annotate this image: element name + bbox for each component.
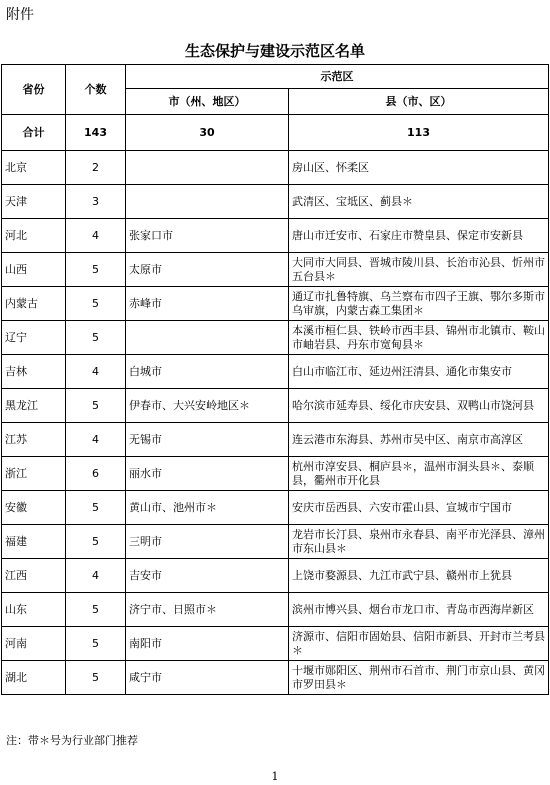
table-row: [2, 457, 549, 491]
count-cell: 5: [66, 491, 126, 525]
city-cell: 三明市: [126, 525, 289, 559]
province-cell: 天津: [2, 185, 66, 219]
city-cell: 张家口市: [126, 219, 289, 253]
province-cell: 江西: [2, 559, 66, 593]
table-row: [2, 185, 549, 219]
table-row: [2, 627, 549, 661]
count-cell: 2: [66, 151, 126, 185]
city-cell: 赤峰市: [126, 287, 289, 321]
page-number: 1: [271, 770, 279, 783]
province-cell: 内蒙古: [2, 287, 66, 321]
count-cell: 5: [66, 321, 126, 355]
count-cell: 4: [66, 559, 126, 593]
header-province: 省份: [2, 65, 66, 115]
count-cell: 5: [66, 627, 126, 661]
city-cell: 太原市: [126, 253, 289, 287]
county-cell: 白山市临江市、延边州汪清县、通化市集安市: [289, 355, 549, 389]
province-cell: 山东: [2, 593, 66, 627]
total-counties: 113: [289, 115, 549, 151]
county-cell: 哈尔滨市延寿县、绥化市庆安县、双鸭山市饶河县: [289, 389, 549, 423]
count-cell: 5: [66, 593, 126, 627]
province-cell: 湖北: [2, 661, 66, 695]
city-cell: [126, 185, 289, 219]
city-cell: [126, 151, 289, 185]
header-demo-area: 示范区: [126, 65, 549, 89]
county-cell: 武清区、宝坻区、蓟县＊: [289, 185, 549, 219]
county-cell: 杭州市淳安县、桐庐县＊，温州市洞头县＊、泰顺县，衢州市开化县: [289, 457, 549, 491]
county-cell: 本溪市桓仁县、铁岭市西丰县、锦州市北镇市、鞍山市岫岩县、丹东市宽甸县＊: [289, 321, 549, 355]
province-cell: 安徽: [2, 491, 66, 525]
count-cell: 5: [66, 287, 126, 321]
city-cell: 丽水市: [126, 457, 289, 491]
table-row: [2, 525, 549, 559]
city-cell: 黄山市、池州市＊: [126, 491, 289, 525]
province-cell: 山西: [2, 253, 66, 287]
city-cell: 吉安市: [126, 559, 289, 593]
table-row: [2, 389, 549, 423]
county-cell: 唐山市迁安市、石家庄市赞皇县、保定市安新县: [289, 219, 549, 253]
county-cell: 连云港市东海县、苏州市吴中区、南京市高淳区: [289, 423, 549, 457]
city-cell: 咸宁市: [126, 661, 289, 695]
city-cell: 济宁市、日照市＊: [126, 593, 289, 627]
province-cell: 河北: [2, 219, 66, 253]
table-row: [2, 287, 549, 321]
province-cell: 辽宁: [2, 321, 66, 355]
table-row: [2, 423, 549, 457]
table-row: [2, 559, 549, 593]
county-cell: 安庆市岳西县、六安市霍山县、宣城市宁国市: [289, 491, 549, 525]
attachment-label: 附件: [6, 7, 34, 23]
province-cell: 浙江: [2, 457, 66, 491]
total-cities: 30: [126, 115, 289, 151]
province-cell: 吉林: [2, 355, 66, 389]
table-row: [2, 661, 549, 695]
city-cell: 伊春市、大兴安岭地区＊: [126, 389, 289, 423]
county-cell: 济源市、信阳市固始县、信阳市新县、开封市兰考县＊: [289, 627, 549, 661]
count-cell: 4: [66, 355, 126, 389]
total-count: 143: [66, 115, 126, 151]
header-city: 市（州、地区）: [126, 89, 289, 115]
province-cell: 黑龙江: [2, 389, 66, 423]
document-title: 生态保护与建设示范区名单: [184, 42, 365, 60]
city-cell: 白城市: [126, 355, 289, 389]
total-row: [2, 115, 549, 151]
province-cell: 河南: [2, 627, 66, 661]
demo-area-table: [1, 64, 549, 695]
county-cell: 龙岩市长汀县、泉州市永春县、南平市光泽县、漳州市东山县＊: [289, 525, 549, 559]
total-label: 合计: [2, 115, 66, 151]
count-cell: 6: [66, 457, 126, 491]
table-row: [2, 253, 549, 287]
county-cell: 通辽市扎鲁特旗、乌兰察布市四子王旗、鄂尔多斯市乌审旗，内蒙古森工集团＊: [289, 287, 549, 321]
county-cell: 滨州市博兴县、烟台市龙口市、青岛市西海岸新区: [289, 593, 549, 627]
count-cell: 4: [66, 219, 126, 253]
table-row: [2, 219, 549, 253]
county-cell: 房山区、怀柔区: [289, 151, 549, 185]
table-row: [2, 355, 549, 389]
table-row: [2, 151, 549, 185]
city-cell: [126, 321, 289, 355]
province-cell: 北京: [2, 151, 66, 185]
footnote: 注：带＊号为行业部门推荐: [6, 734, 138, 747]
count-cell: 5: [66, 525, 126, 559]
province-cell: 福建: [2, 525, 66, 559]
county-cell: 大同市大同县、晋城市陵川县、长治市沁县、忻州市五台县＊: [289, 253, 549, 287]
count-cell: 3: [66, 185, 126, 219]
header-count: 个数: [66, 65, 126, 115]
county-cell: 上饶市婺源县、九江市武宁县、赣州市上犹县: [289, 559, 549, 593]
table-row: [2, 321, 549, 355]
count-cell: 5: [66, 661, 126, 695]
table-row: [2, 593, 549, 627]
count-cell: 5: [66, 389, 126, 423]
table-row: [2, 491, 549, 525]
count-cell: 5: [66, 253, 126, 287]
province-cell: 江苏: [2, 423, 66, 457]
count-cell: 4: [66, 423, 126, 457]
county-cell: 十堰市郧阳区、荆州市石首市、荆门市京山县、黄冈市罗田县＊: [289, 661, 549, 695]
city-cell: 无锡市: [126, 423, 289, 457]
city-cell: 南阳市: [126, 627, 289, 661]
header-county: 县（市、区）: [289, 89, 549, 115]
